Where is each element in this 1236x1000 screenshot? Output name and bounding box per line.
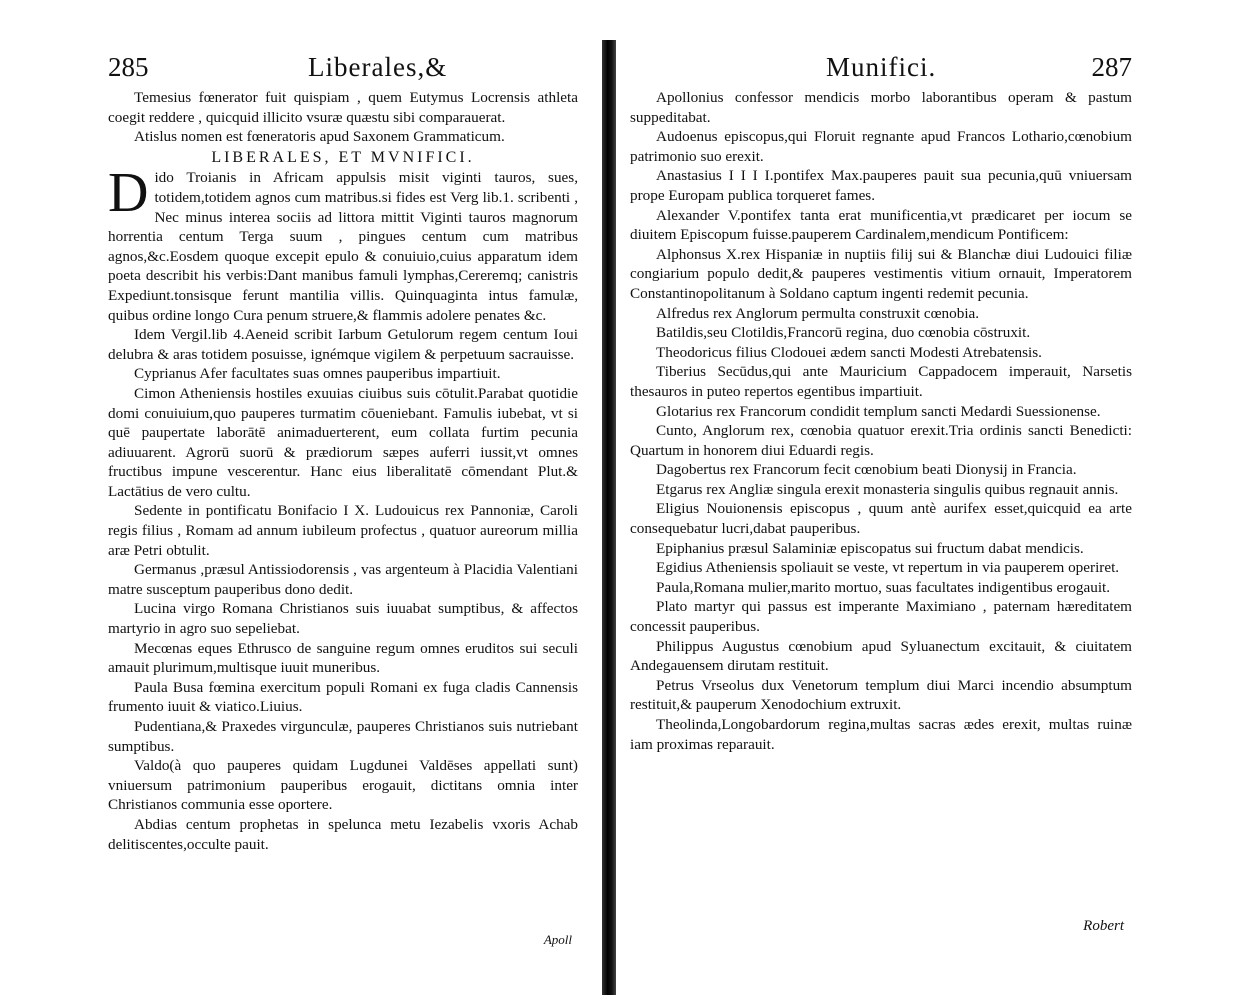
right-running-title: Munifici. xyxy=(826,52,937,82)
paragraph: Alfredus rex Anglorum permulta construxit cœnobia. xyxy=(656,304,980,322)
paragraph: Germanus ,præsul Antissiodorensis , vas argenteum à Placidia Valentiani matre susceptum pauperibus dono dedit. xyxy=(108,561,578,598)
paragraph: Tiberius Secūdus,qui ante Mauricium Cappadocem imperauit, Narsetis thesauros in puteo repertos egentibus impartiuit. xyxy=(630,363,1132,400)
right-catchword: Robert xyxy=(1083,918,1124,934)
paragraph: Abdias centum prophetas in spelunca metu Iezabelis vxoris Achab delitiscentes,occulte pauit. xyxy=(108,815,578,853)
paragraph: Idem Vergil.lib 4.Aeneid scribit Iarbum Getulorum regem centum Ioui delubra & aras totidem posuisse, ignémque vigilem & perpetuum sacrauisse. xyxy=(108,326,578,363)
paragraph: Epiphanius præsul Salaminiæ episcopatus sui fructum dabat mendicis. xyxy=(656,539,1084,557)
paragraph: Paula,Romana mulier,marito mortuo, suas facultates indigentibus erogauit. xyxy=(656,578,1111,596)
paragraph: Cimon Atheniensis hostiles exuuias ciuibus suis cōtulit.Parabat quotidie domi conuiuium,quo pauperes turmatim cōueniebant. Famulis iubebat, vt si quē paupertate laborātē animaduerterent, eum collata furtim pecunia adiuuarent. Agrorū suorū & prædiorum sæpes auferri iussit,vt omnes fructibus impune vescerentur. Hanc eius liberalitatē cōmendant Plut.& Lactātius de vero cultu. xyxy=(108,384,578,500)
paragraph: Paula Busa fœmina exercitum populi Romani ex fuga cladis Cannensis frumento iuuit & viatico.Liuius. xyxy=(108,678,578,716)
paragraph: Alphonsus X.rex Hispaniæ in nuptiis filij sui & Blanchæ diui Ludouici filiæ congiarium populo dedit,& pauperes vestimentis vitium ornauit, Imperatorem Constantinopolitanum à Soldano captum ingenti redemit pecunia. xyxy=(630,245,1132,302)
paragraph: Apollonius confessor mendicis morbo laborantibus operam & pastum suppeditabat. xyxy=(630,89,1132,126)
paragraph: Valdo(à quo pauperes quidam Lugdunei Valdēses appellati sunt) vniuersum patrimonium pauperibus erogauit, dictitans omnia inter Christianos communia esse oportere. xyxy=(108,757,578,814)
section-heading: LIBERALES, ET MVNIFICI. xyxy=(211,148,475,166)
dropcap: D xyxy=(108,162,149,225)
right-header xyxy=(630,52,1132,88)
left-header xyxy=(108,52,578,88)
paragraph: Mecœnas eques Ethrusco de sanguine regum omnes eruditos sui seculi amauit plurimum,multisque iuuit muneribus. xyxy=(108,639,578,677)
paragraph: Theodoricus filius Clodouei ædem sancti Modesti Atrebatensis. xyxy=(656,343,1042,361)
paragraph: Anastasius I I I I.pontifex Max.pauperes pauit sua pecunia,quū vniuersam prope Europam publica torqueret fames. xyxy=(630,167,1132,204)
book-gutter xyxy=(602,40,616,995)
paragraph: Eligius Nouionensis episcopus , quum antè aurifex esset,quicquid ea arte consequebatur lucri,dabat pauperibus. xyxy=(630,500,1132,538)
paragraph: Dagobertus rex Francorum fecit cœnobium beati Dionysij in Francia. xyxy=(656,461,1077,479)
right-text xyxy=(630,88,1132,754)
paragraph: Etgarus rex Angliæ singula erexit monasteria singulis quibus regnauit annis. xyxy=(656,480,1119,498)
paragraph: Egidius Atheniensis spoliauit se veste, vt repertum in via pauperem operiret. xyxy=(656,559,1120,577)
paragraph: Philippus Augustus cœnobium apud Syluanectum excitauit, & ciuitatem Andegauensem dirutam restituit. xyxy=(630,637,1132,675)
paragraph: Plato martyr qui passus est imperante Maximiano , paternam hæreditatem concessit pauperibus. xyxy=(630,598,1132,636)
paragraph: Temesius fœnerator fuit quispiam , quem Eutymus Locrensis athleta coegit reddere , quicquid illicito vsuræ quæstu sibi comparauerat. xyxy=(108,89,578,126)
paragraph: Batildis,seu Clotildis,Francorū regina, duo cœnobia cōstruxit. xyxy=(656,324,1031,342)
paragraph-text: ido Troianis in Africam appulsis misit viginti tauros, sues, totidem,totidem agnos cum matribus.si fides est Verg lib.1. scribenti , Nec minus interea sociis ad littora mittit Viginti tauros magnorum horrentia centum Terga suum , pingues centum cum matribus agnos,&c.Eosdem quoque excepit epulo & conuiuio,cuius apparatum idem poeta describit his verbis:Dant manibus famuli lymphas,Cereremq; canistris Expediunt.tonsisque ferunt mantilia villis. Quinquaginta intus famulæ, quibus ordine longo Cura penum struere,& flammis adolere penates &c. xyxy=(108,169,578,324)
left-running-title: Liberales,& xyxy=(308,52,448,82)
paragraph: Petrus Vrseolus dux Venetorum templum diui Marci incendio absumptum restituit,& pauperum Xenodochium extruxit. xyxy=(630,676,1132,714)
paragraph: Atislus nomen est fœneratoris apud Saxonem Grammaticum. xyxy=(134,128,505,146)
paragraph: Glotarius rex Francorum condidit templum sancti Medardi Suessionense. xyxy=(656,402,1101,420)
right-page-number: 287 xyxy=(1091,52,1132,82)
paragraph-with-dropcap xyxy=(108,162,578,325)
paragraph: Pudentiana,& Praxedes virgunculæ, pauperes Christianos suis nutriebant sumptibus. xyxy=(108,718,578,755)
left-text xyxy=(108,88,578,854)
paragraph: Lucina virgo Romana Christianos suis iuuabat sumptibus, & affectos martyrio in agro suo sepeliebat. xyxy=(108,600,578,638)
left-catchword: Apoll xyxy=(543,932,572,947)
paragraph: Audoenus episcopus,qui Floruit regnante apud Francos Lothario,cœnobium patrimonio suo erexit. xyxy=(630,128,1132,165)
left-page-number: 285 xyxy=(108,52,149,82)
paragraph: Sedente in pontificatu Bonifacio I X. Ludouicus rex Pannoniæ, Caroli regis filius , Romam ad annum iubileum profectus , quatuor aureorum millia aræ Petri obtulit. xyxy=(108,502,578,559)
paragraph: Alexander V.pontifex tanta erat munificentia,vt prædicaret per iocum se diuitem Episcopum fuisse.pauperem Cardinalem,mendicum Pontificem: xyxy=(630,206,1132,244)
paragraph: Cyprianus Afer facultates suas omnes pauperibus impartiuit. xyxy=(134,365,501,383)
left-page xyxy=(0,0,600,1000)
paragraph: Cunto, Anglorum rex, cœnobia quatuor erexit.Tria ordinis sancti Benedicti: Quartum in honorem diui Eduardi regis. xyxy=(630,422,1132,459)
right-page xyxy=(618,0,1236,1000)
paragraph: Theolinda,Longobardorum regina,multas sacras ædes erexit, multas ruinæ iam proximas reparauit. xyxy=(630,716,1132,753)
